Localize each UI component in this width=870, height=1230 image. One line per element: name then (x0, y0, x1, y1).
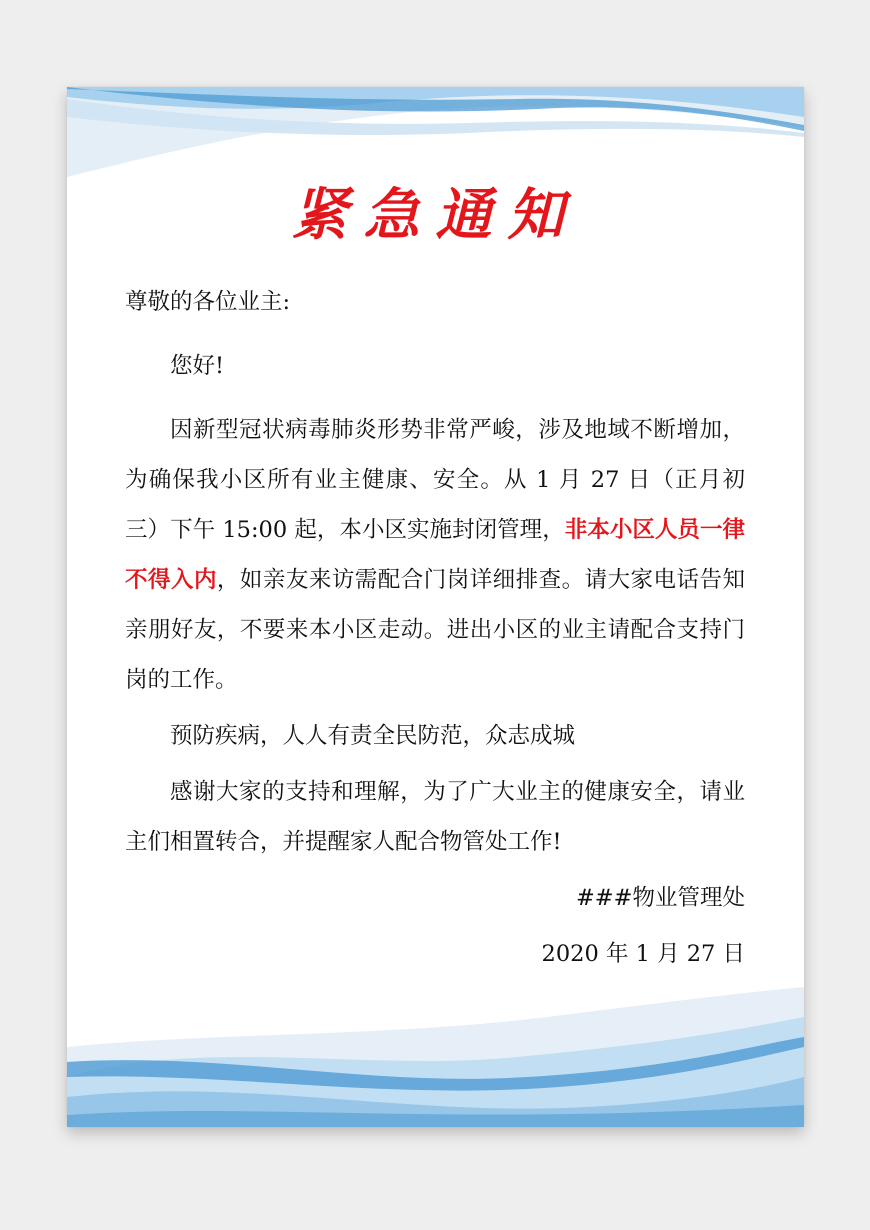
notice-body (125, 277, 745, 979)
signature: ###物业管理处 (575, 885, 745, 911)
paragraph-main-part2: ，如亲友来访需配合门岗详细排查。请大家电话告知亲朋好友，不要来本小区走动。进出小区的业主请配合支持门岗的工作。 (125, 567, 745, 693)
greeting: 您好! (170, 353, 225, 379)
paragraph-thanks: 感谢大家的支持和理解，为了广大业主的健康安全，请业主们相置转合，并提醒家人配合物管处工作! (125, 779, 745, 855)
top-wave-decoration (67, 87, 804, 187)
notice-date: 2020 年 1 月 27 日 (541, 941, 745, 967)
bottom-wave-decoration (67, 977, 804, 1127)
highlight-text: 非本小区人员一律不得入内 (125, 517, 745, 593)
salutation: 尊敬的各位业主: (125, 289, 291, 315)
paragraph-main-part1: 因新型冠状病毒肺炎形势非常严峻，涉及地域不断增加，为确保我小区所有业主健康、安全。从 1 月 27 日（正月初三）下午 15:00 起，本小区实施封闭管理， (125, 417, 745, 543)
notice-page (67, 87, 804, 1127)
paragraph-slogan: 预防疾病，人人有责全民防范，众志成城 (170, 723, 576, 749)
notice-title: 紧急通知 (291, 182, 580, 248)
paragraph-main (125, 405, 745, 705)
